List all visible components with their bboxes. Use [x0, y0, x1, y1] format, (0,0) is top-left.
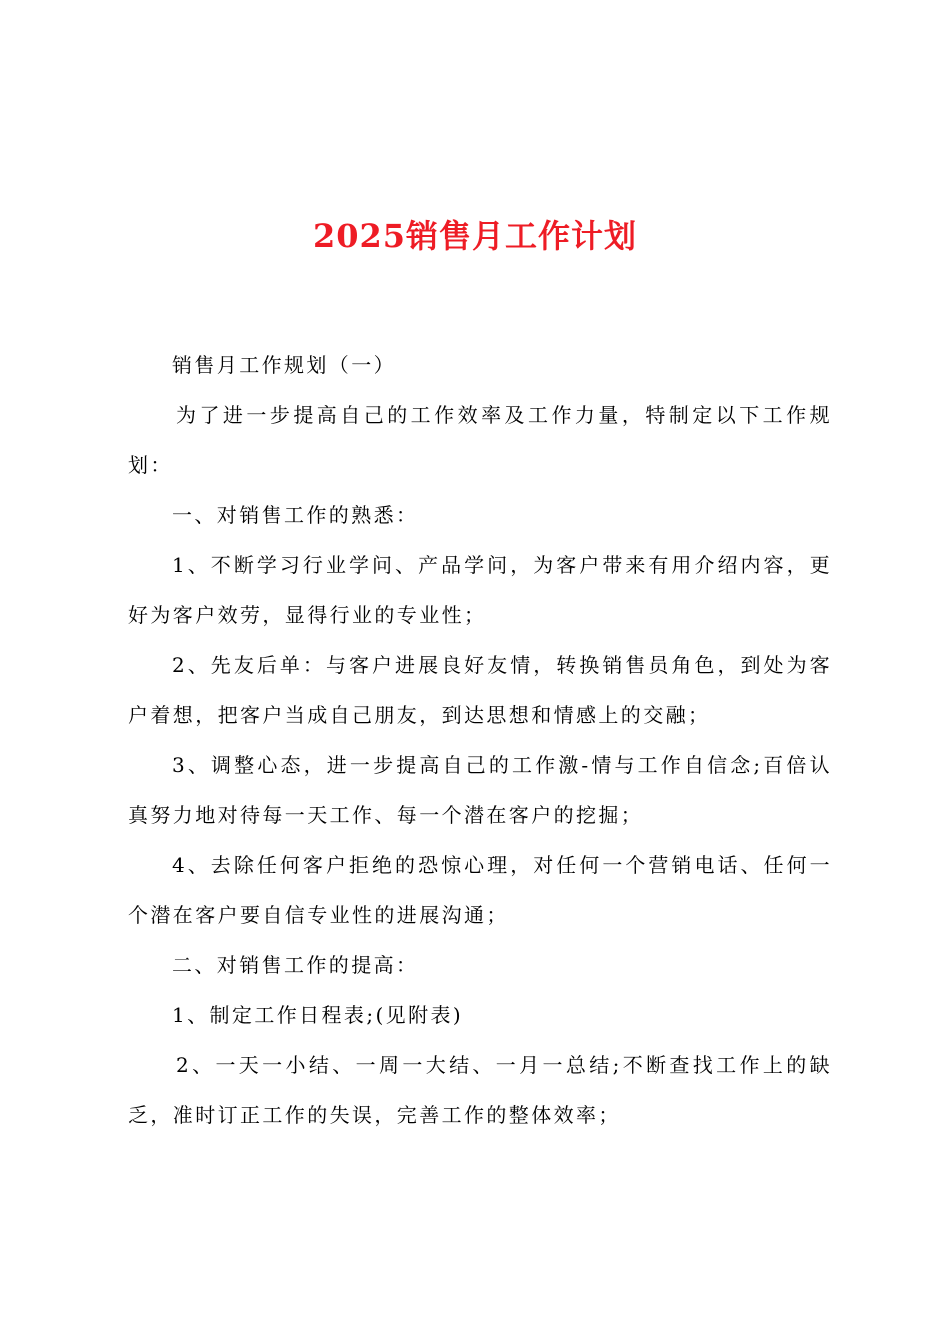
section-heading: 销售月工作规划（一）	[172, 353, 396, 377]
list-item: 1、制定工作日程表;(见附表)	[172, 1003, 464, 1027]
subsection-heading: 二、对销售工作的提高：	[172, 953, 419, 977]
list-item: 2、先友后单：与客户进展良好友情，转换销售员角色，到处为客户着想，把客户当成自己朋友，到达思想和情感上的交融；	[128, 653, 832, 727]
list-item: 3、调整心态，进一步提高自己的工作激-情与工作自信念;百倍认真努力地对待每一天工作、每一个潜在客户的挖掘；	[128, 753, 832, 827]
subsection-heading: 一、对销售工作的熟悉：	[172, 503, 419, 527]
list-item: 2、一天一小结、一周一大结、一月一总结;不断查找工作上的缺乏，准时订正工作的失误，完善工作的整体效率；	[128, 1053, 832, 1127]
paragraph: 为了进一步提高自己的工作效率及工作力量，特制定以下工作规划：	[128, 403, 832, 477]
list-item: 4、去除任何客户拒绝的恐惊心理，对任何一个营销电话、任何一个潜在客户要自信专业性的进展沟通；	[128, 853, 832, 927]
list-item: 1、不断学习行业学问、产品学问，为客户带来有用介绍内容，更好为客户效劳，显得行业的专业性；	[128, 553, 832, 627]
document-body	[128, 340, 832, 1140]
document-title: 2025销售月工作计划	[312, 217, 638, 255]
